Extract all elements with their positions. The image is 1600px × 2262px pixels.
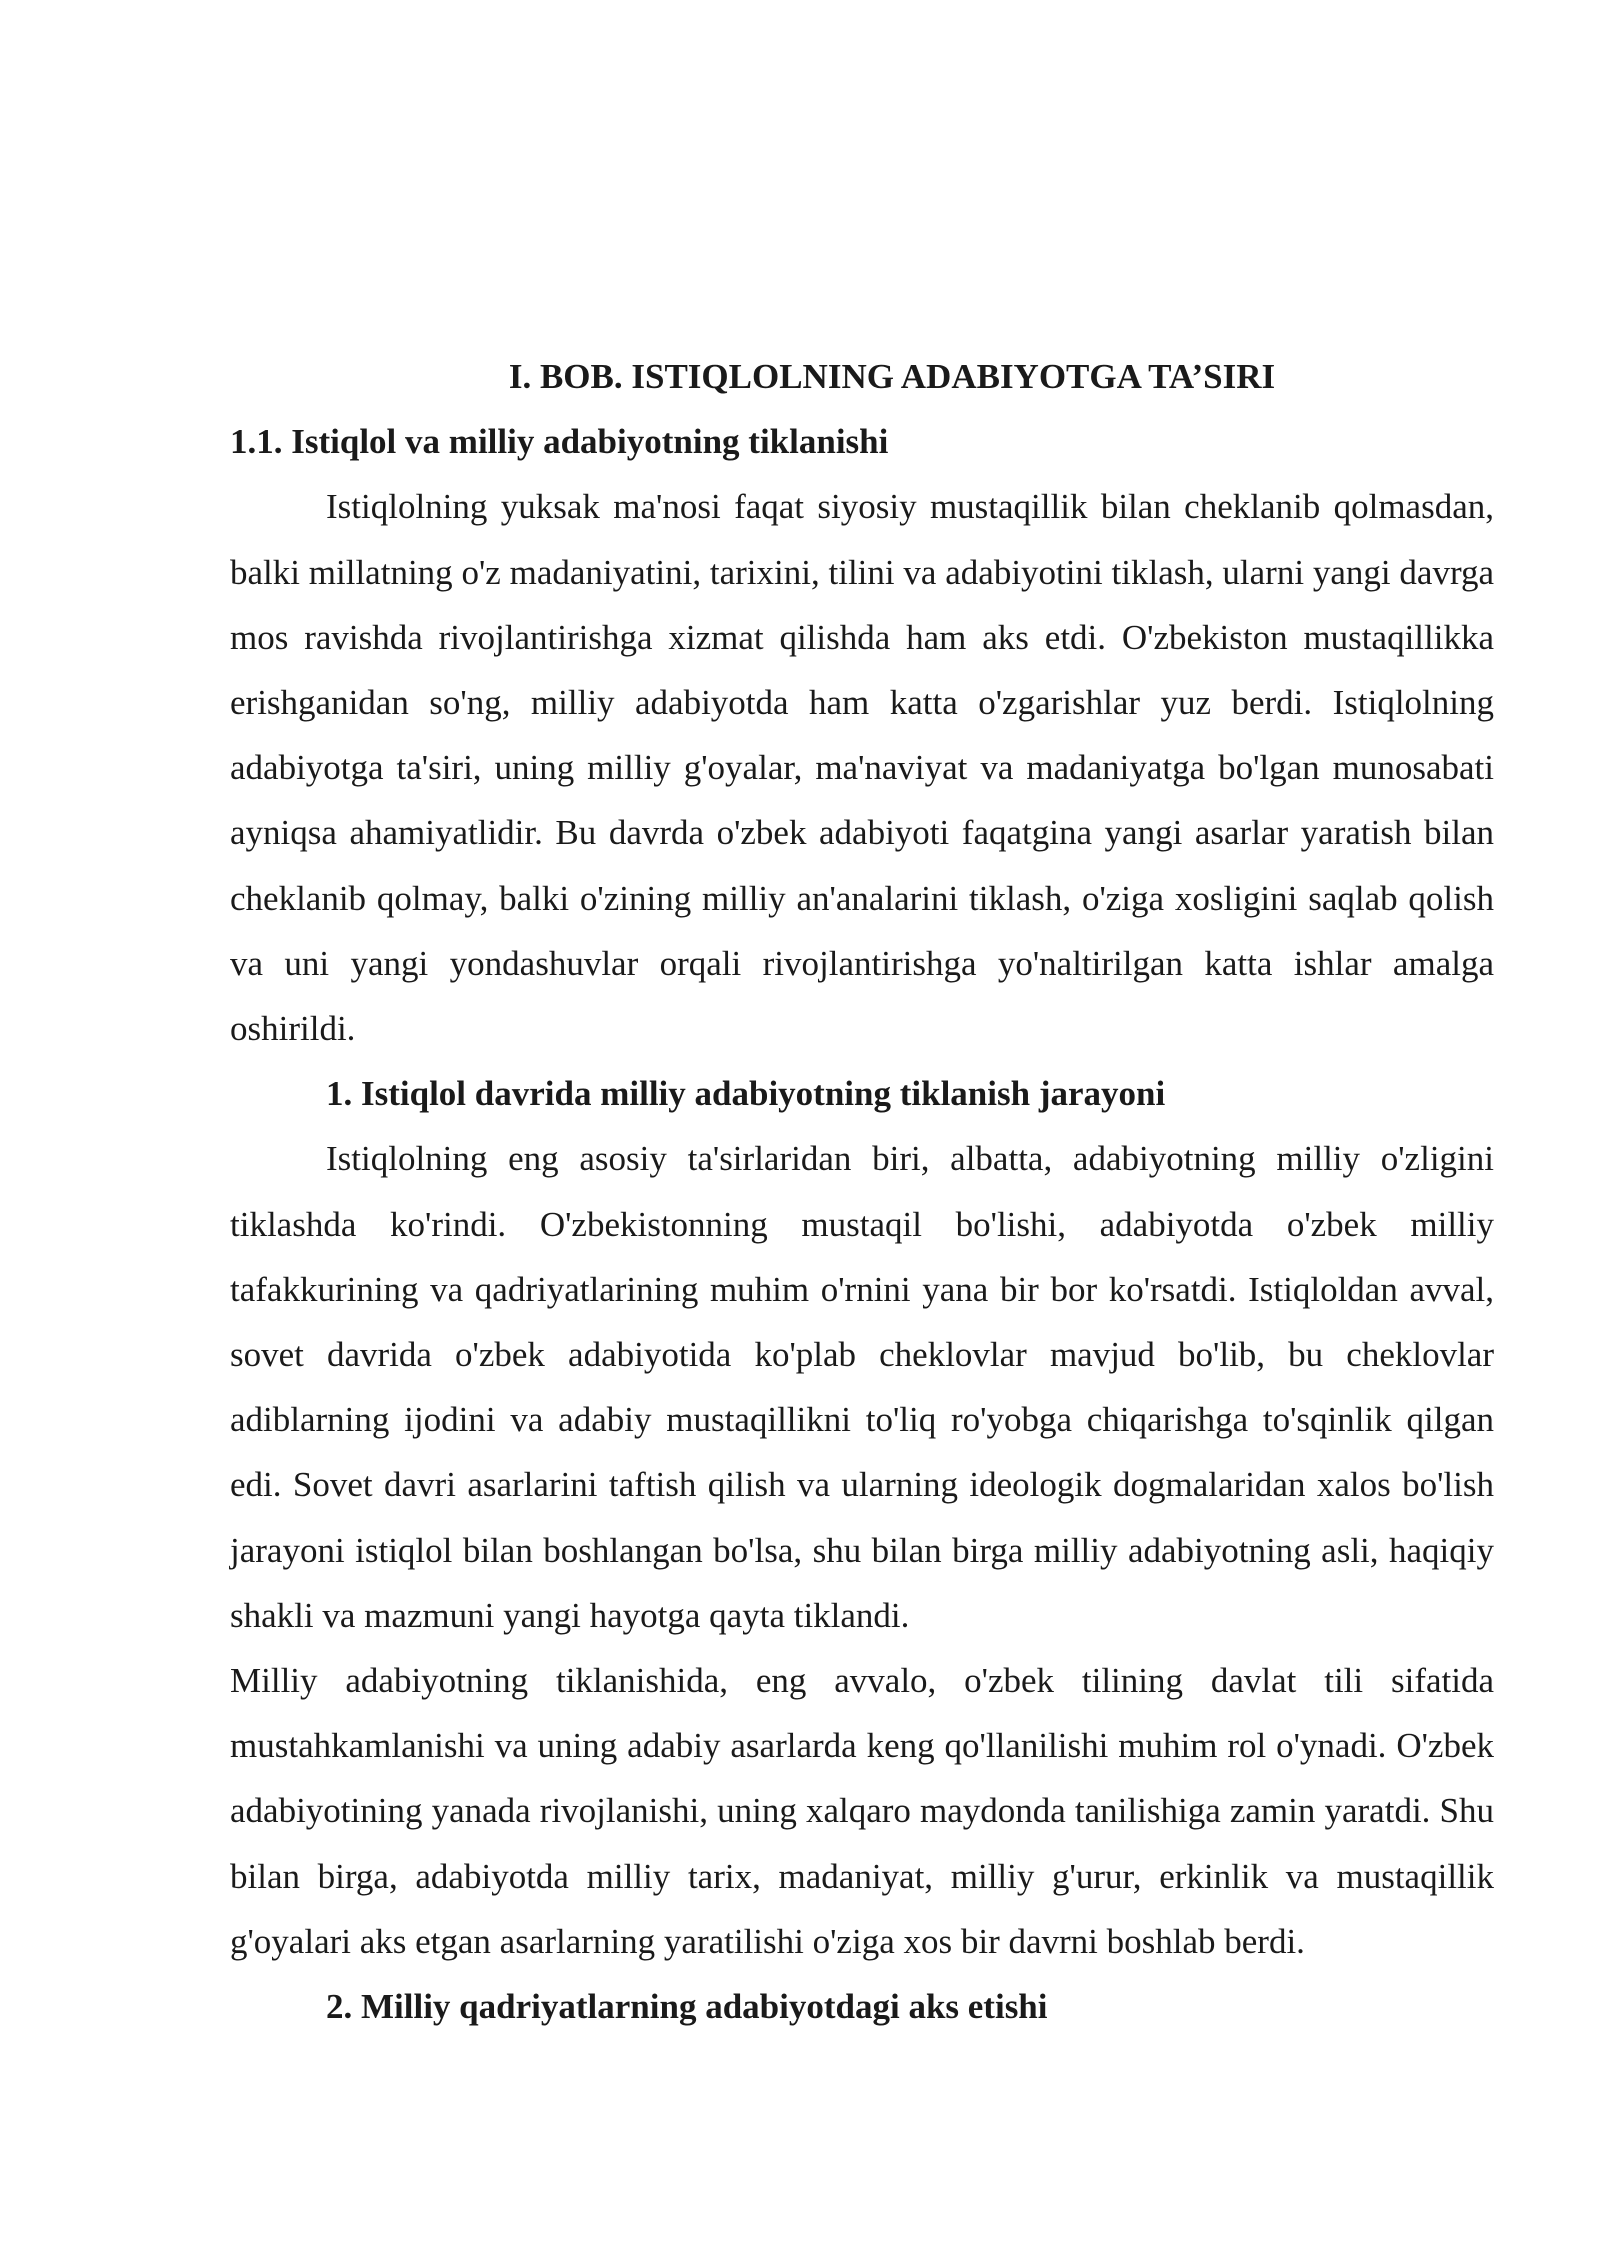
document-page — [230, 344, 1494, 2039]
subheading-1: 1. Istiqlol davrida milliy adabiyotning tiklanish jarayoni — [326, 1074, 1166, 1114]
chapter-title: I. BOB. ISTIQLOLNING ADABIYOTGA TA’SIRI — [508, 357, 1276, 396]
paragraph-1: Istiqlolning yuksak ma'nosi faqat siyosiy mustaqillik bilan cheklanib qolmasdan, balki millatning o'z madaniyatini, tarixini, tilini va adabiyotini tiklash, ularni yangi davrga mos ravishda rivojlantirishga xizmat qilishda ham aks etdi. O'zbekiston mustaqillikka erishganidan so'ng, milliy adabiyotda ham katta o'zgarishlar yuz berdi. Istiqlolning adabiyotga ta'siri, uning milliy g'oyalar, ma'naviyat va madaniyatga bo'lgan munosabati ayniqsa ahamiyatlidir. Bu davrda o'zbek adabiyoti faqatgina yangi asarlar yaratish bilan cheklanib qolmay, balki o'zining milliy an'analarini tiklash, o'ziga xosligini saqlab qolish va uni yangi yondashuvlar orqali rivojlantirishga yo'naltirilgan katta ishlar amalga oshirildi. — [230, 487, 1494, 1049]
paragraph-3: Milliy adabiyotning tiklanishida, eng avvalo, o'zbek tilining davlat tili sifatida mustahkamlanishi va uning adabiy asarlarda keng qo'llanilishi muhim rol o'ynadi. O'zbek adabiyotining yanada rivojlanishi, uning xalqaro maydonda tanilishiga zamin yaratdi. Shu bilan birga, adabiyotda milliy tarix, madaniyat, milliy g'urur, erkinlik va mustaqillik g'oyalari aks etgan asarlarning yaratilishi o'ziga xos bir davrni boshlab berdi. — [230, 1661, 1494, 1961]
paragraph-2: Istiqlolning eng asosiy ta'sirlaridan biri, albatta, adabiyotning milliy o'zligini tiklashda ko'rindi. O'zbekistonning mustaqil bo'lishi, adabiyotda o'zbek milliy tafakkurining va qadriyatlarining muhim o'rnini yana bir bor ko'rsatdi. Istiqloldan avval, sovet davrida o'zbek adabiyotida ko'plab cheklovlar mavjud bo'lib, bu cheklovlar adiblarning ijodini va adabiy mustaqillikni to'liq ro'yobga chiqarishga to'sqinlik qilgan edi. Sovet davri asarlarini taftish qilish va ularning ideologik dogmalaridan xalos bo'lish jarayoni istiqlol bilan boshlangan bo'lsa, shu bilan birga milliy adabiyotning asli, haqiqiy shakli va mazmuni yangi hayotga qayta tiklandi. — [230, 1139, 1494, 1635]
subheading-2: 2. Milliy qadriyatlarning adabiyotdagi aks etishi — [326, 1987, 1048, 2027]
section-title: 1.1. Istiqlol va milliy adabiyotning tiklanishi — [230, 422, 889, 462]
